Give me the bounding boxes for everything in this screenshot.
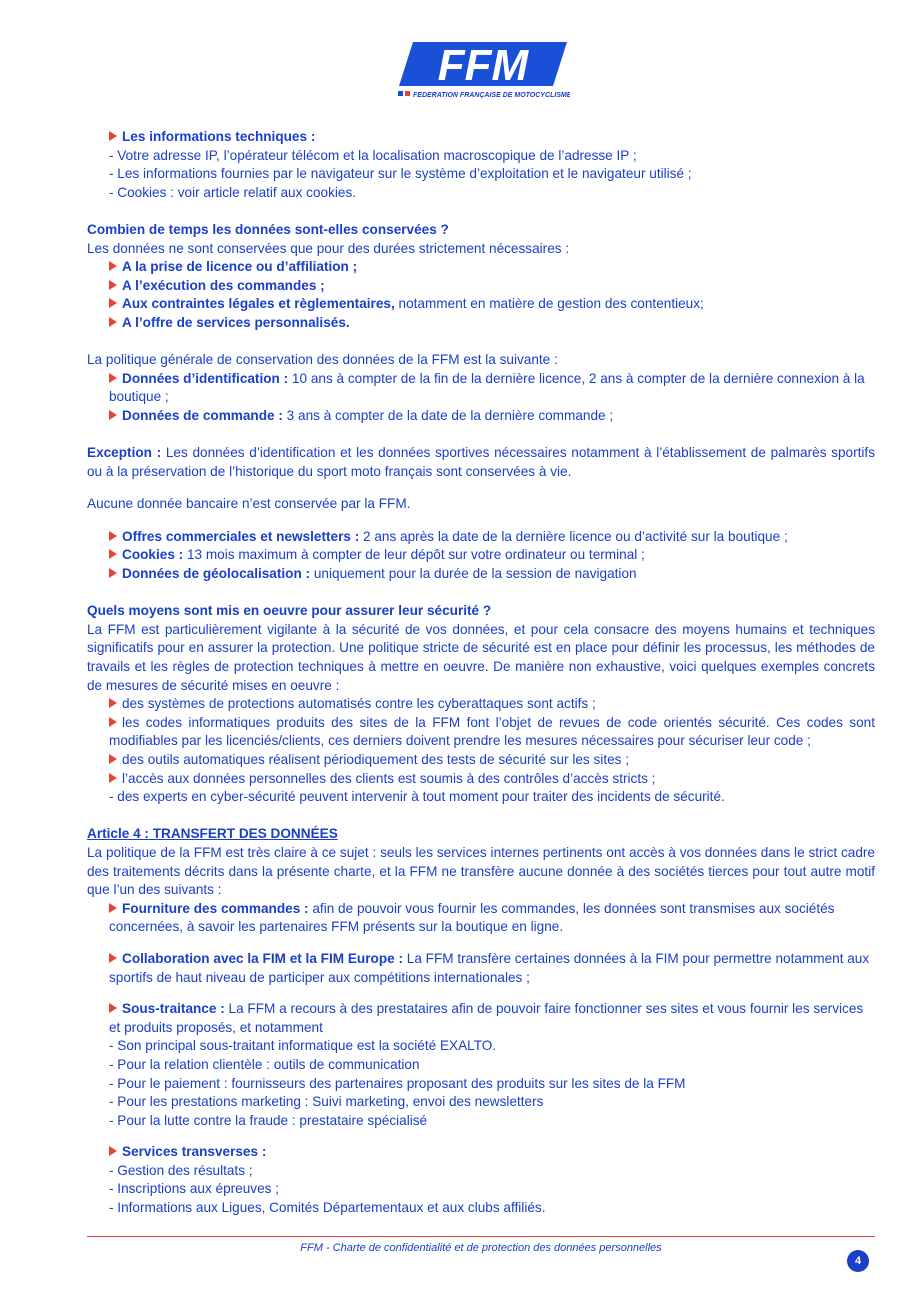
list-item: Services transverses :: [87, 1143, 875, 1162]
list-item: - Son principal sous-traitant informatique est la société EXALTO.: [109, 1038, 497, 1054]
list-item: des systèmes de protections automatisés contre les cyberattaques sont actifs ;: [87, 695, 875, 714]
bullet-arrow-icon: [109, 698, 117, 708]
list-item: - Informations aux Ligues, Comités Départementaux et aux clubs affiliés.: [109, 1200, 546, 1216]
section-heading: Quels moyens sont mis en oeuvre pour assurer leur sécurité ?: [87, 603, 492, 619]
list-item: - Gestion des résultats ;: [109, 1162, 253, 1178]
bullet-arrow-icon: [109, 410, 117, 420]
logo-subtitle: FEDERATION FRANÇAISE DE MOTOCYCLISME: [413, 92, 570, 99]
paragraph: Aucune donnée bancaire n’est conservée par la FFM.: [87, 496, 411, 512]
bullet-arrow-icon: [109, 754, 117, 764]
article-heading: Article 4 : TRANSFERT DES DONNÉES: [87, 826, 338, 842]
list-item: Fourniture des commandes : afin de pouvoir vous fournir les commandes, les données sont transmises aux sociétés concernées, à savoir les partenaires FFM présents sur la boutique en ligne.: [109, 900, 835, 935]
tech-title: Les informations techniques :: [87, 128, 875, 147]
list-item: - Votre adresse IP, l’opérateur télécom et la localisation macroscopique de l’adresse IP ;: [109, 147, 637, 163]
list-item: Données de géolocalisation : uniquement pour la durée de la session de navigation: [87, 565, 875, 584]
footer-divider: [87, 1236, 875, 1237]
paragraph: La politique de la FFM est très claire à ce sujet : seuls les services internes pertinents ont accès à vos données dans le strict cadre des traitements décrits dans la présente charte, et la FFM ne transfère aucune donnée à des sociétés tierces pour tout autre motif que l’un des suivants :: [87, 844, 875, 898]
list-item: - des experts en cyber-sécurité peuvent intervenir à tout moment pour traiter des incidents de sécurité.: [109, 789, 725, 805]
list-item: - Pour la relation clientèle : outils de communication: [109, 1056, 420, 1072]
list-item: Collaboration avec la FIM et la FIM Europe : La FFM transfère certaines données à la FIM pour permettre notamment aux sportifs de haut niveau de participer aux compétitions internationales ;: [109, 950, 870, 985]
list-item: Aux contraintes légales et règlementaires, notamment en matière de gestion des contentieux;: [87, 295, 875, 314]
list-item: Cookies : 13 mois maximum à compter de leur dépôt sur votre ordinateur ou terminal ;: [87, 546, 875, 565]
ffm-logo-graphic: [395, 40, 570, 102]
list-item: Données d’identification : 10 ans à compter de la fin de la dernière licence, 2 ans à compter de la dernière connexion à la boutique ;: [109, 370, 865, 405]
bullet-arrow-icon: [109, 373, 117, 383]
bullet-arrow-icon: [109, 298, 117, 308]
bullet-arrow-icon: [109, 773, 117, 783]
section-heading: Combien de temps les données sont-elles conservées ?: [87, 221, 449, 237]
footer-text: FFM - Charte de confidentialité et de protection des données personnelles: [300, 1242, 662, 1254]
bullet-arrow-icon: [109, 903, 117, 913]
list-item: - Cookies : voir article relatif aux cookies.: [109, 184, 357, 200]
paragraph: La politique générale de conservation des données de la FFM est la suivante :: [87, 352, 558, 368]
logo-text: FFM: [437, 41, 529, 90]
list-item: A l’offre de services personnalisés.: [87, 314, 875, 333]
list-item: des outils automatiques réalisent périodiquement des tests de sécurité sur les sites ;: [87, 751, 875, 770]
paragraph: Les données ne sont conservées que pour des durées strictement nécessaires :: [87, 240, 570, 256]
ffm-logo: [395, 40, 570, 102]
list-item: Offres commerciales et newsletters : 2 ans après la date de la dernière licence ou d’activité sur la boutique ;: [87, 528, 875, 547]
bullet-arrow-icon: [109, 261, 117, 271]
page-number-badge: 4: [847, 1250, 869, 1272]
bullet-arrow-icon: [109, 717, 117, 727]
bullet-arrow-icon: [109, 1146, 117, 1156]
list-item: - Inscriptions aux épreuves ;: [109, 1181, 280, 1197]
bullet-arrow-icon: [109, 131, 117, 141]
exception-paragraph: Exception : Les données d’identification et les données sportives nécessaires notamment à l’établissement de palmarès sportifs ou à la préservation de l’historique du sport moto français sont conservées à vie.: [87, 445, 875, 479]
list-item: - Pour la lutte contre la fraude : prestataire spécialisé: [109, 1112, 428, 1128]
paragraph: La FFM est particulièrement vigilante à la sécurité de vos données, et pour cela consacre des moyens humains et techniques significatifs pour en assurer la protection. Une politique stricte de sécurité est en place pour définir les processus, les méthodes de travails et les règles de protection techniques à mettre en oeuvre. De manière non exhaustive, voici quelques exemples concrets de mesures de sécurité mises en oeuvre :: [87, 621, 875, 693]
list-item: A la prise de licence ou d’affiliation ;: [87, 258, 875, 277]
bullet-arrow-icon: [109, 953, 117, 963]
bullet-arrow-icon: [109, 1003, 117, 1013]
list-item: A l’exécution des commandes ;: [87, 277, 875, 296]
bullet-arrow-icon: [109, 549, 117, 559]
list-item: Sous-traitance : La FFM a recours à des prestataires afin de pouvoir faire fonctionner ses sites et vous fournir les services et produits proposés, et notamment: [109, 1001, 864, 1035]
list-item: - Pour les prestations marketing : Suivi marketing, envoi des newsletters: [109, 1094, 544, 1110]
list-item: les codes informatiques produits des sites de la FFM font l’objet de revues de code orientés sécurité. Ces codes sont modifiables par les licenciés/clients, ces derniers doivent prendre les mesures nécessaires pour sécuriser leur code ;: [109, 714, 875, 749]
list-item: Données de commande : 3 ans à compter de la date de la dernière commande ;: [87, 407, 875, 426]
document-body: [87, 128, 875, 1218]
list-item: l’accès aux données personnelles des clients est soumis à des contrôles d’accès stricts ;: [87, 770, 875, 789]
bullet-arrow-icon: [109, 317, 117, 327]
bullet-arrow-icon: [109, 531, 117, 541]
list-item: - Les informations fournies par le navigateur sur le système d’exploitation et le navigateur utilisé ;: [109, 166, 692, 182]
bullet-arrow-icon: [109, 280, 117, 290]
bullet-arrow-icon: [109, 568, 117, 578]
list-item: - Pour le paiement : fournisseurs des partenaires proposant des produits sur les sites de la FFM: [109, 1075, 686, 1091]
